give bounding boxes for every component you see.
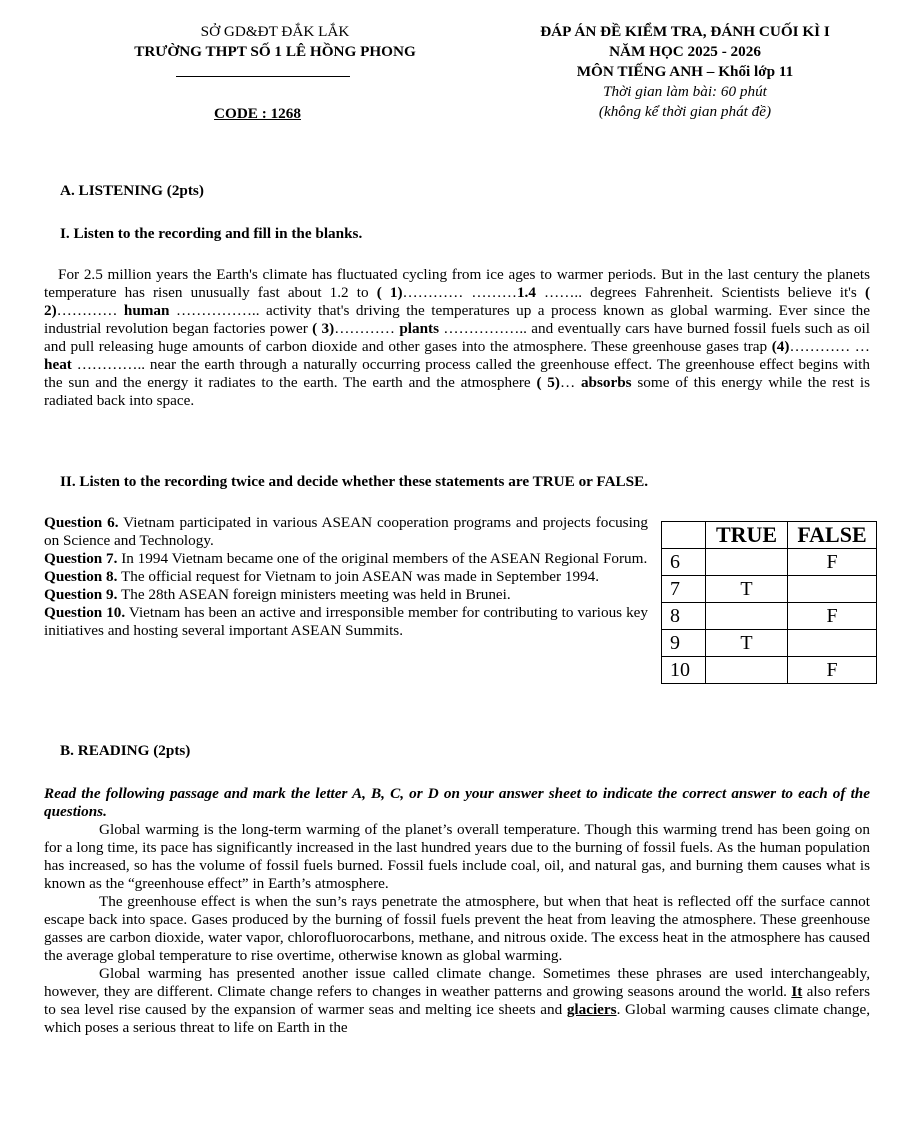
school-name: TRƯỜNG THPT SỐ 1 LÊ HỒNG PHONG (134, 43, 416, 60)
reading-paragraph-1: Global warming is the long-term warming of the planet’s overall temperature. Though this warming trend has been going on for a long time, its pace has significantly increased in the last hundred years due to the burning of fossil fuels. As the human population has increased, so has the volume of fossil fuels burned. Fossil fuels include coal, oil, and natural gas, and burning them causes what is known as the “greenhouse effect” in Earth’s atmosphere. (44, 821, 870, 892)
true-cell: T (706, 630, 788, 657)
true-false-questions (44, 514, 648, 640)
table-header-row (662, 522, 877, 549)
table-row (662, 630, 877, 657)
school-header (90, 22, 460, 62)
subject: MÔN TIẾNG ANH – Khối lớp 11 (576, 63, 794, 80)
table-row (662, 549, 877, 576)
question-9 (44, 586, 648, 604)
false-cell (788, 576, 877, 603)
answer-5: absorbs (580, 374, 632, 391)
blank-1-label: ( 1) (376, 284, 403, 301)
blank-5-label: ( 5) (536, 374, 560, 391)
passage-text: For 2.5 million years the Earth's climate has fluctuated cycling from ice ages to warmer periods. But in the last century the planets temperature has risen unusually fast about 1.2 to (44, 266, 870, 301)
passage-text: some of this energy while the rest is radiated back into space. (44, 374, 870, 409)
true-cell: T (706, 576, 788, 603)
blank-3-label: ( 3) (312, 320, 335, 337)
passage-text: ………… (56, 302, 124, 319)
underlined-word-glaciers: glaciers (566, 1001, 617, 1018)
passage-text: … (559, 374, 581, 391)
exam-title: ĐÁP ÁN ĐỀ KIỂM TRA, ĐÁNH CUỐI KÌ I (540, 23, 830, 40)
department-name: SỞ GD&ĐT ĐẮK LẮK (200, 23, 350, 40)
listening-passage (44, 266, 870, 410)
table-corner-cell (662, 522, 706, 549)
row-number: 9 (662, 630, 706, 657)
reading-paragraph-2: The greenhouse effect is when the sun’s rays penetrate the atmosphere, but when that heat is reflected off the surface cannot escape back into space. Gases produced by the burning of fossil fuels prevent the heat from leaving the atmosphere. These greenhouse gasses are carbon dioxide, water vapor, chlorofluorocarbons, methane, and nitrous oxide. The excess heat in the atmosphere has caused the average global temperature to rise overtime, otherwise known as global warming. (44, 893, 870, 964)
passage-text: …………….. activity that's driving the temperatures up a process known as global warming. Ever since the industrial revolution began factories power (44, 302, 871, 337)
question-label: Question 10. (44, 604, 126, 621)
question-label: Question 8. (44, 568, 118, 585)
underlined-word-it: It (791, 983, 803, 1000)
question-label: Question 7. (44, 550, 118, 567)
false-cell: F (788, 549, 877, 576)
answer-3: plants (399, 320, 440, 337)
question-8 (44, 568, 648, 586)
question-text: Vietnam has been an active and irresponsible member for contributing to various key initiatives and hosting several important ASEAN Summits. (44, 604, 648, 639)
reading-paragraph-3 (44, 965, 870, 1037)
answer-2: human (123, 302, 170, 319)
school-year: NĂM HỌC 2025 - 2026 (609, 43, 761, 60)
passage-text: …….. degrees Fahrenheit. Scientists believe it's (535, 284, 865, 301)
passage-text: ………… ……… (402, 284, 517, 301)
row-number: 6 (662, 549, 706, 576)
header-false: FALSE (788, 522, 877, 549)
part2-title: II. Listen to the recording twice and decide whether these statements are TRUE or FALSE. (60, 473, 649, 490)
table-row (662, 657, 877, 684)
true-cell (706, 549, 788, 576)
passage-text: ………… (334, 320, 400, 337)
passage-text: ………… … (789, 338, 870, 355)
false-cell (788, 630, 877, 657)
answer-1: 1.4 (516, 284, 536, 301)
table-row (662, 576, 877, 603)
true-cell (706, 603, 788, 630)
exam-code: CODE : 1268 (214, 105, 301, 122)
question-label: Question 9. (44, 586, 118, 603)
question-6 (44, 514, 648, 550)
paragraph-text: . Global warming causes climate change, which poses a serious threat to life on Earth in the (44, 1001, 870, 1036)
passage-text: …………….. and eventually cars have burned fossil fuels such as oil and pull releasing huge amounts of carbon dioxide and other gases into the atmosphere. These greenhouse gases trap (44, 320, 871, 355)
blank-4-label: (4) (771, 338, 790, 355)
paragraph-text: also refers to sea level rise caused by the expansion of warmer seas and melting ice sheets and (44, 983, 870, 1018)
reading-title: B. READING (2pts) (60, 742, 191, 759)
question-7 (44, 550, 648, 568)
passage-text: ………….. near the earth through a naturally occurring process called the greenhouse effect. The greenhouse effect begins with the sun and the energy it radiates to the earth. The earth and the atmosphere (44, 356, 870, 391)
header-divider (176, 76, 350, 77)
listening-title: A. LISTENING (2pts) (60, 182, 204, 199)
question-text: Vietnam participated in various ASEAN cooperation programs and projects focusing on Science and Technology. (44, 514, 648, 549)
question-text: The 28th ASEAN foreign ministers meeting was held in Brunei. (117, 586, 511, 603)
row-number: 8 (662, 603, 706, 630)
reading-section (44, 785, 870, 1037)
true-false-answer-table (661, 521, 877, 684)
paragraph-text: Global warming has presented another issue called climate change. Sometimes these phrases are used interchangeably, however, they are different. Climate change refers to changes in weather patterns and growing seasons around the world. (44, 965, 870, 1000)
row-number: 7 (662, 576, 706, 603)
false-cell: F (788, 657, 877, 684)
answer-4: heat (44, 356, 72, 373)
blank-2-label: ( 2) (44, 284, 870, 319)
question-text: In 1994 Vietnam became one of the original members of the ASEAN Regional Forum. (117, 550, 648, 567)
true-cell (706, 657, 788, 684)
duration-note: (không kể thời gian phát đề) (598, 103, 772, 120)
exam-header (500, 22, 870, 122)
header-true: TRUE (706, 522, 788, 549)
false-cell: F (788, 603, 877, 630)
part1-title: I. Listen to the recording and fill in the blanks. (60, 225, 363, 242)
question-label: Question 6. (44, 514, 119, 531)
duration: Thời gian làm bài: 60 phút (603, 83, 767, 100)
question-text: The official request for Vietnam to join ASEAN was made in September 1994. (117, 568, 600, 585)
question-10 (44, 604, 648, 640)
table-row (662, 603, 877, 630)
row-number: 10 (662, 657, 706, 684)
reading-instruction: Read the following passage and mark the letter A, B, C, or D on your answer sheet to indicate the correct answer to each of the questions. (44, 785, 870, 820)
